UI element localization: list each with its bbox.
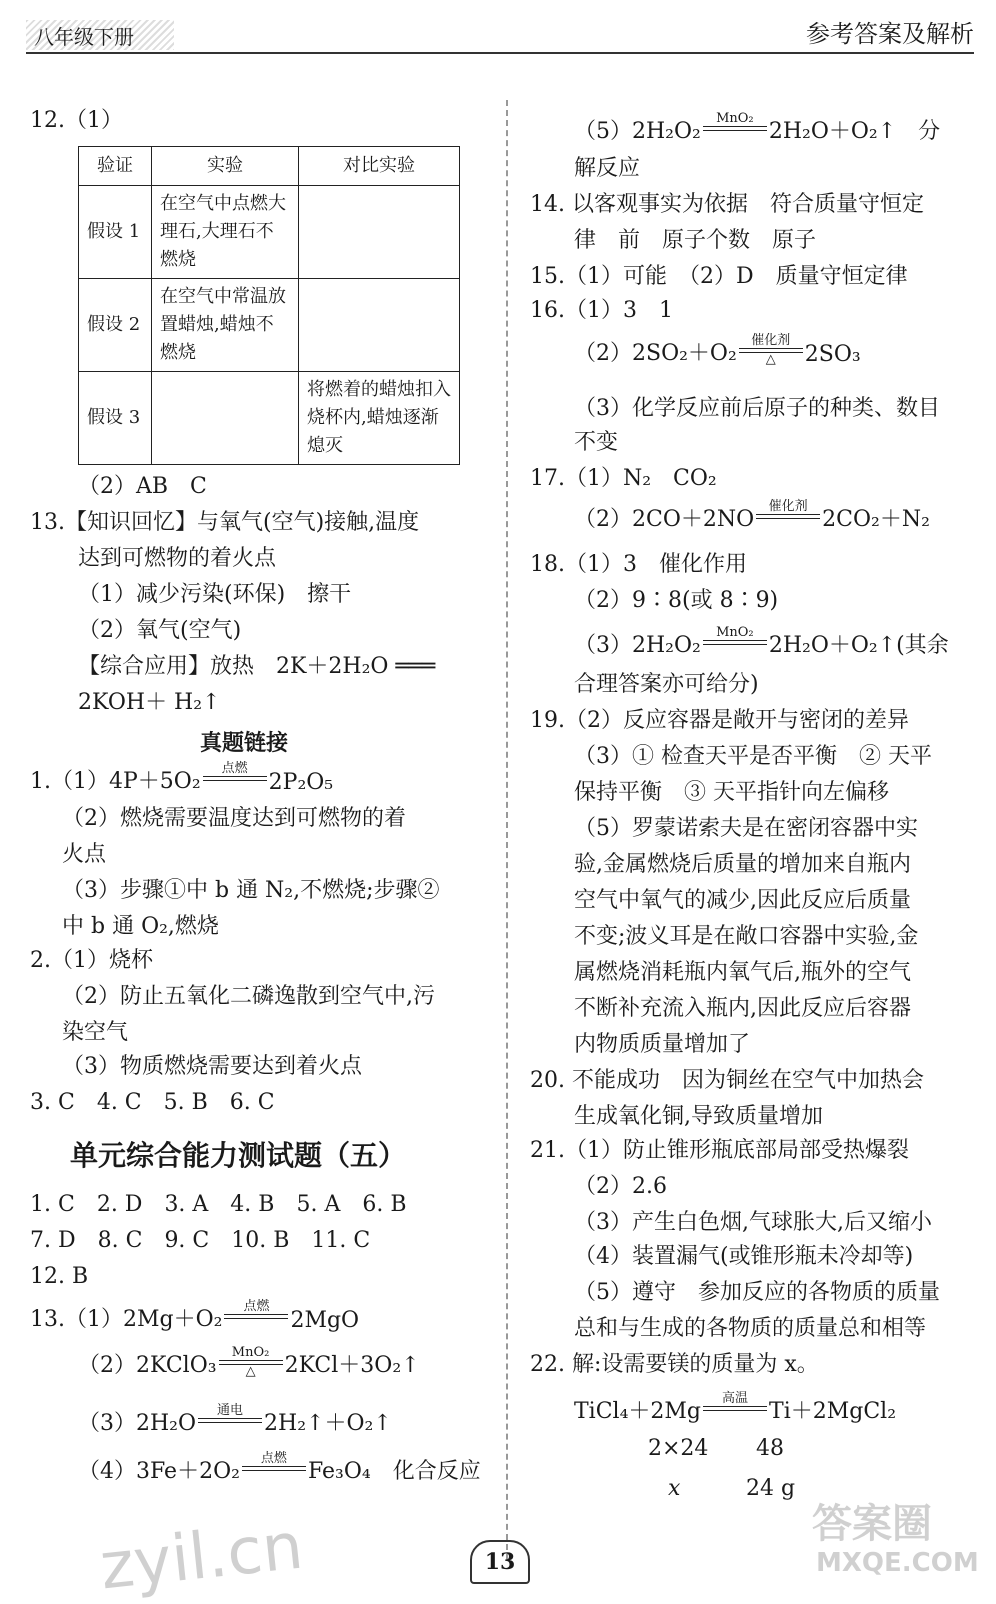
eq-right: Ti＋2MgCl₂ xyxy=(769,1399,897,1424)
q18-1: 18.（1）3 催化作用 xyxy=(530,552,747,577)
eq-condition: 催化剂 xyxy=(768,499,808,514)
eq-right: Fe₃O₄ 化合反应 xyxy=(307,1459,481,1484)
q21-5a: （5）遵守 参加反应的各物质的质量 xyxy=(574,1280,940,1305)
eq-condition-bottom: △ xyxy=(765,352,776,367)
q19-5d: 不变;波义耳是在敞口容器中实验,金 xyxy=(574,924,919,949)
q21-3: （3）产生白色烟,气球胀大,后又缩小 xyxy=(574,1210,932,1235)
r1-3b: 中 b 通 O₂,燃烧 xyxy=(62,914,219,939)
q20a: 20. 不能成功 因为铜丝在空气中加热会 xyxy=(530,1068,924,1093)
eq-condition: 点燃 xyxy=(260,1451,287,1466)
eq-left: （3）2H₂O₂ xyxy=(574,633,701,658)
r1-2b: 火点 xyxy=(62,842,107,867)
eq-left: TiCl₄＋2Mg xyxy=(574,1399,702,1424)
q18-3b: 合理答案亦可给分) xyxy=(574,672,759,697)
table-cell: 假设 1 xyxy=(79,186,152,279)
q19-5c: 空气中氧气的减少,因此反应后质量 xyxy=(574,888,911,913)
table-cell: 在空气中常温放置蜡烛,蜡烛不燃烧 xyxy=(152,279,299,372)
q12-2: （2）AB C xyxy=(78,474,207,499)
eq-condition: 点燃 xyxy=(243,1299,270,1314)
equation-u13-1 xyxy=(30,1300,359,1333)
u-answers-2: 7. D 8. C 9. C 10. B 11. C xyxy=(30,1228,371,1253)
eq-right: 2H₂O＋O₂↑(其余 xyxy=(768,633,949,658)
equation-q16-2 xyxy=(574,334,861,367)
q14a: 14. 以客观事实为依据 符合质量守恒定 xyxy=(530,192,924,217)
equation-q22 xyxy=(574,1392,896,1425)
eq-condition: MnO₂ xyxy=(716,111,754,126)
section-title-real: 真题链接 xyxy=(200,730,289,756)
r2-2b: 染空气 xyxy=(62,1020,129,1045)
q13-a: 13.【知识回忆】与氧气(空气)接触,温度 xyxy=(30,510,420,535)
table-cell: 将燃着的蜡烛扣入烧杯内,蜡烛逐渐熄灭 xyxy=(299,372,460,465)
eq-left: （2）2CO＋2NO xyxy=(574,507,755,532)
eq-left: 13.（1）2Mg＋O₂ xyxy=(30,1307,223,1332)
watermark-url: MXQE.COM xyxy=(816,1548,979,1578)
q22-row1-a: 2×24 xyxy=(648,1436,709,1461)
r1-2a: （2）燃烧需要温度达到可燃物的着 xyxy=(62,806,406,831)
q22-row1-b: 48 xyxy=(756,1436,784,1461)
q20b: 生成氧化铜,导致质量增加 xyxy=(574,1104,823,1129)
table-cell: 在空气中点燃大理石,大理石不燃烧 xyxy=(152,186,299,279)
eq-right: 2MgO xyxy=(290,1308,360,1333)
table-header: 实验 xyxy=(152,147,299,186)
q19-5e: 属燃烧消耗瓶内氧气后,瓶外的空气 xyxy=(574,960,911,985)
q13-c: （1）减少污染(环保) 擦干 xyxy=(78,582,352,607)
eq-condition: 点燃 xyxy=(221,761,248,776)
page-header-title: 参考答案及解析 xyxy=(806,20,974,48)
q17-1: 17.（1）N₂ CO₂ xyxy=(530,466,717,491)
eq-right: 2SO₃ xyxy=(804,342,861,367)
column-divider xyxy=(506,100,508,1560)
q13-f: 2KOH＋ H₂↑ xyxy=(78,690,221,715)
eq-condition: MnO₂ xyxy=(231,1345,270,1360)
watermark-text: zyil.cn xyxy=(96,1509,307,1604)
eq-right: 2H₂↑＋O₂↑ xyxy=(264,1411,392,1436)
q15: 15.（1）可能 （2）D 质量守恒定律 xyxy=(530,264,908,289)
grade-label: 八年级下册 xyxy=(26,20,174,50)
q13-d: （2）氧气(空气) xyxy=(78,618,242,643)
r2-1: 2.（1）烧杯 xyxy=(30,948,153,973)
table-cell: 假设 3 xyxy=(79,372,152,465)
u-answers-1: 1. C 2. D 3. A 4. B 5. A 6. B xyxy=(30,1192,407,1217)
eq-left: （5）2H₂O₂ xyxy=(574,119,701,144)
q19-3b: 保持平衡 ③ 天平指针向左偏移 xyxy=(574,780,889,805)
header-rule xyxy=(26,52,974,54)
experiment-table xyxy=(78,146,460,465)
a5-b: 解反应 xyxy=(574,156,641,181)
equation-q18-3 xyxy=(574,626,949,659)
page-number: 13 xyxy=(470,1540,530,1584)
q12-1: 12.（1） xyxy=(30,108,123,133)
q16-3b: 不变 xyxy=(574,430,619,455)
q18-2: （2）9∶8(或 8∶9) xyxy=(574,588,779,613)
eq-condition-bottom: △ xyxy=(245,1364,256,1379)
unit-test-title: 单元综合能力测试题（五） xyxy=(70,1139,407,1172)
table-header: 验证 xyxy=(79,147,152,186)
q19-2: 19.（2）反应容器是敞开与密闭的差异 xyxy=(530,708,909,733)
eq-right: 2CO₂＋N₂ xyxy=(822,507,930,532)
q21-5b: 总和与生成的各物质的质量总和相等 xyxy=(574,1316,927,1341)
equation-u13-2 xyxy=(78,1346,420,1379)
table-cell xyxy=(152,372,299,465)
q13-b: 达到可燃物的着火点 xyxy=(78,546,277,571)
eq-right: 2P₂O₅ xyxy=(268,770,334,795)
eq-left: （3）2H₂O xyxy=(78,1411,197,1436)
q22-row2-a: x xyxy=(668,1476,681,1501)
q22: 22. 解:设需要镁的质量为 x。 xyxy=(530,1352,819,1377)
eq-left: （2）2SO₂＋O₂ xyxy=(574,341,737,366)
q16-3a: （3）化学反应前后原子的种类、数目 xyxy=(574,396,940,421)
table-cell: 假设 2 xyxy=(79,279,152,372)
q21-1: 21.（1）防止锥形瓶底部局部受热爆裂 xyxy=(530,1138,909,1163)
eq-condition: MnO₂ xyxy=(716,625,754,640)
q22-row2-b: 24 g xyxy=(746,1476,796,1501)
q16-1: 16.（1）3 1 xyxy=(530,298,673,323)
r2-3: （3）物质燃烧需要达到着火点 xyxy=(62,1054,362,1079)
eq-left: （4）3Fe＋2O₂ xyxy=(78,1459,240,1484)
eq-left: （2）2KClO₃ xyxy=(78,1353,217,1378)
q19-5g: 内物质质量增加了 xyxy=(574,1032,751,1057)
eq-left: 1.（1）4P＋5O₂ xyxy=(30,769,201,794)
q13-e: 【综合应用】放热 2K＋2H₂O ═══ xyxy=(78,654,436,679)
equation-a5 xyxy=(574,112,940,145)
q21-2: （2）2.6 xyxy=(574,1174,667,1199)
equation-q17-2 xyxy=(574,500,930,533)
q19-5f: 不断补充流入瓶内,因此反应后容器 xyxy=(574,996,911,1021)
r3: 3. C 4. C 5. B 6. C xyxy=(30,1090,275,1115)
equation-r1-1 xyxy=(30,762,333,795)
eq-condition: 催化剂 xyxy=(751,333,791,348)
watermark-logo: 答案圈 xyxy=(812,1501,932,1547)
r1-3a: （3）步骤①中 b 通 N₂,不燃烧;步骤② xyxy=(62,878,440,903)
q19-5b: 验,金属燃烧后质量的增加来自瓶内 xyxy=(574,852,911,877)
eq-condition: 通电 xyxy=(217,1403,244,1418)
eq-right: 2KCl＋3O₂↑ xyxy=(284,1353,420,1378)
q21-4: （4）装置漏气(或锥形瓶未冷却等) xyxy=(574,1244,914,1269)
eq-right: 2H₂O＋O₂↑ 分 xyxy=(768,119,941,144)
table-cell xyxy=(299,279,460,372)
eq-condition: 高温 xyxy=(722,1391,749,1406)
r2-2a: （2）防止五氧化二磷逸散到空气中,污 xyxy=(62,984,435,1009)
q19-3a: （3）① 检查天平是否平衡 ② 天平 xyxy=(574,744,932,769)
table-cell xyxy=(299,186,460,279)
q19-5a: （5）罗蒙诺索夫是在密闭容器中实 xyxy=(574,816,918,841)
equation-u13-3 xyxy=(78,1404,392,1437)
equation-u13-4 xyxy=(78,1452,481,1485)
q14b: 律 前 原子个数 原子 xyxy=(574,228,817,253)
table-header: 对比实验 xyxy=(299,147,460,186)
u-answers-3: 12. B xyxy=(30,1264,89,1289)
